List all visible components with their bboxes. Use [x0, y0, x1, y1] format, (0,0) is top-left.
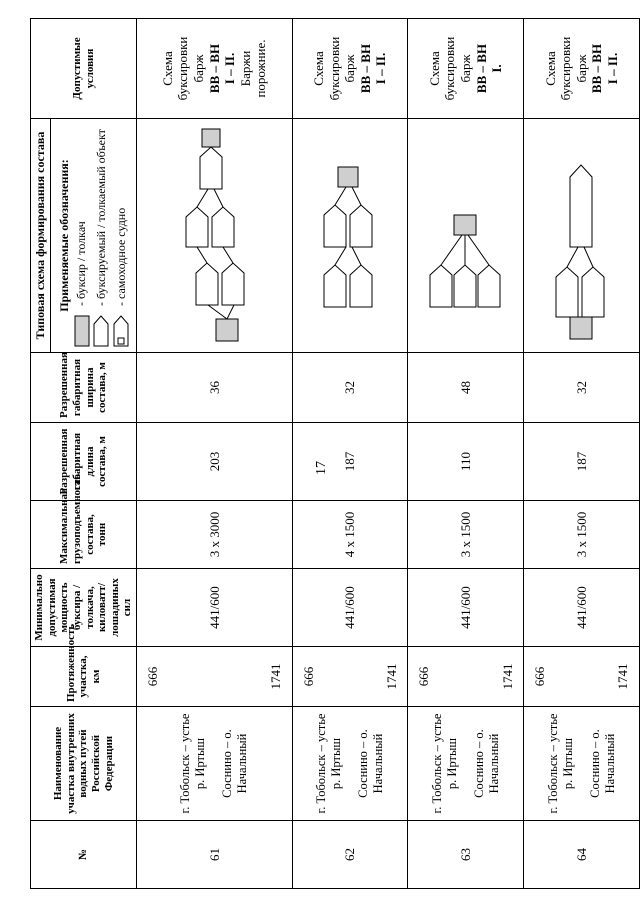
cond-line2: ВВ – ВН — [357, 43, 373, 94]
legend-barge — [91, 123, 111, 348]
table-row — [408, 19, 524, 889]
row-length — [408, 647, 524, 707]
barge-symbol-icon — [91, 314, 111, 348]
row-name — [137, 707, 292, 821]
row-capacity: 3 х 1500 — [524, 501, 640, 569]
legend-self — [111, 123, 131, 348]
row-conditions — [292, 19, 408, 119]
row-name — [292, 707, 408, 821]
row-num: 64 — [524, 821, 640, 889]
row-scheme — [292, 119, 408, 353]
header-conditions: Допустимые условия — [31, 19, 137, 119]
name-part2: Соснино – о. Начальный — [587, 729, 617, 798]
legend-tug — [71, 123, 91, 348]
length-1: 666 — [300, 666, 316, 687]
name-part1: г. Тобольск – устье р. Иртыш — [429, 713, 459, 814]
row-num: 62 — [292, 821, 408, 889]
row-conditions — [524, 19, 640, 119]
header-num: № — [31, 821, 137, 889]
row-conditions — [408, 19, 524, 119]
row-dim-len: 203 — [137, 423, 292, 501]
row-dim-width: 36 — [137, 353, 292, 423]
length-2: 1741 — [615, 663, 631, 690]
row-name — [524, 707, 640, 821]
tow-scheme-63-diagram — [426, 124, 506, 348]
name-part2: Соснино – о. Начальный — [355, 729, 385, 798]
row-dim-width: 32 — [524, 353, 640, 423]
row-length — [137, 647, 292, 707]
length-1: 666 — [532, 666, 548, 687]
length-1: 666 — [145, 666, 161, 687]
row-power: 441/600 — [137, 569, 292, 647]
header-length: Протяженность участка, км — [31, 647, 137, 707]
row-power: 441/600 — [292, 569, 408, 647]
header-dim-width: Разрешенная габаритная ширина состава, м — [31, 353, 137, 423]
legend-self-label: - самоходное судно — [113, 207, 128, 306]
cond-line1: Схема буксировки барж — [159, 36, 206, 101]
row-name — [408, 707, 524, 821]
row-dim-len: 110 — [408, 423, 524, 501]
row-capacity: 4 х 1500 — [292, 501, 408, 569]
cond-line4: Баржи порожние. — [237, 39, 269, 98]
tug-symbol-icon — [71, 314, 91, 348]
legend-title: Применяемые обозначения: — [56, 159, 71, 312]
tow-scheme-64-diagram — [542, 124, 622, 348]
row-length — [524, 647, 640, 707]
legend-tug-label: - буксир / толкач — [73, 221, 88, 306]
row-num: 63 — [408, 821, 524, 889]
header-scheme: Типовая схема формирования состава — [31, 119, 51, 353]
cond-line3: I – II. — [604, 52, 620, 85]
length-2: 1741 — [268, 663, 284, 690]
row-dim-len: 187 — [292, 423, 408, 501]
cond-line3: I – II. — [373, 52, 389, 85]
row-dim-len: 187 — [524, 423, 640, 501]
row-length — [292, 647, 408, 707]
header-name: Наименование участка внутренних водных путей Российской Федерации — [31, 707, 137, 821]
cond-line2: ВВ – ВН — [473, 43, 489, 94]
cond-line1: Схема буксировки барж — [426, 36, 473, 101]
row-scheme — [137, 119, 292, 353]
length-2: 1741 — [499, 663, 515, 690]
table-row — [524, 19, 640, 889]
table-row — [292, 19, 408, 889]
cond-line1: Схема буксировки барж — [542, 36, 589, 101]
row-power: 441/600 — [408, 569, 524, 647]
regulations-table — [30, 18, 640, 889]
cond-line2: ВВ – ВН — [206, 43, 222, 94]
row-capacity: 3 х 1500 — [408, 501, 524, 569]
row-num: 61 — [137, 821, 292, 889]
row-power: 441/600 — [524, 569, 640, 647]
header-dim-len: Разрешенная габаритная длина состава, м — [31, 423, 137, 501]
tow-scheme-61-diagram — [174, 124, 254, 348]
page-number: 17 — [314, 461, 329, 475]
header-capacity: Максимальная грузоподъемность состава, тонн — [31, 501, 137, 569]
header-power: Минимально допустимая мощность буксира / толкача, киловатт/лошадиных сил — [31, 569, 137, 647]
length-1: 666 — [416, 666, 432, 687]
length-2: 1741 — [383, 663, 399, 690]
row-dim-width: 32 — [292, 353, 408, 423]
cond-line2: ВВ – ВН — [589, 43, 605, 94]
row-conditions — [137, 19, 292, 119]
name-part1: г. Тобольск – устье р. Иртыш — [178, 713, 208, 814]
table-row — [137, 19, 292, 889]
cond-line1: Схема буксировки барж — [311, 36, 358, 101]
row-scheme — [524, 119, 640, 353]
cond-line3: I. — [489, 64, 505, 73]
tow-scheme-62-diagram — [310, 124, 390, 348]
row-scheme — [408, 119, 524, 353]
header-row — [31, 19, 51, 889]
row-dim-width: 48 — [408, 353, 524, 423]
name-part1: г. Тобольск – устье р. Иртыш — [545, 713, 575, 814]
legend-barge-label: - буксируемый / толкаемый объект — [93, 129, 108, 306]
self-propelled-symbol-icon — [111, 314, 131, 348]
name-part2: Соснино – о. Начальный — [220, 729, 250, 798]
legend-cell — [51, 119, 137, 353]
cond-line3: I – II. — [222, 52, 238, 85]
rotated-table-sheet — [30, 19, 632, 889]
row-capacity: 3 х 3000 — [137, 501, 292, 569]
name-part2: Соснино – о. Начальный — [471, 729, 501, 798]
name-part1: г. Тобольск – устье р. Иртыш — [313, 713, 343, 814]
